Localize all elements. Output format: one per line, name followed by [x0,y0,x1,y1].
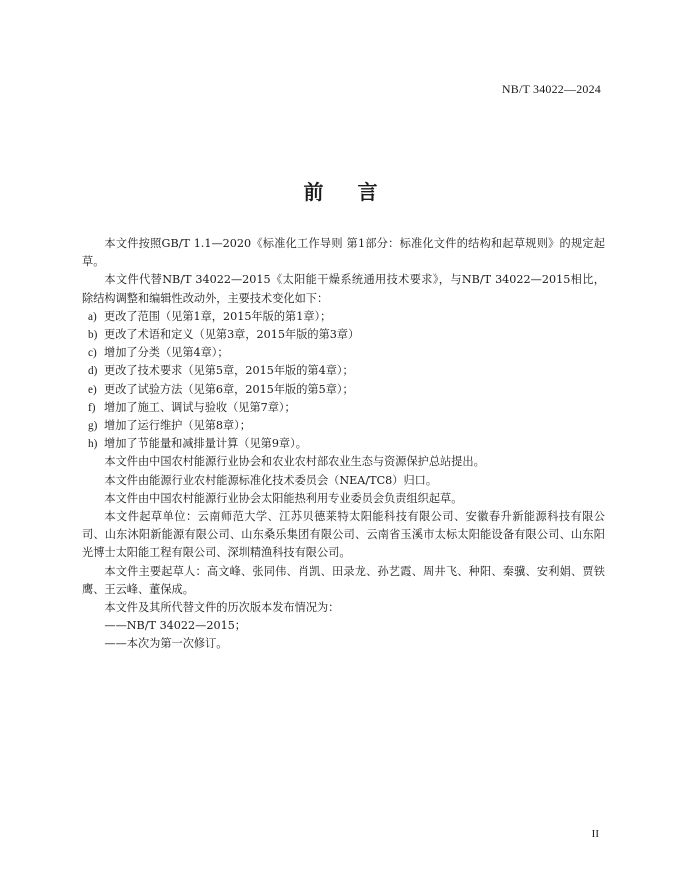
paragraph-organizer: 本文件由中国农村能源行业协会太阳能热利用专业委员会负责组织起草。 [104,491,463,505]
page-number: II [591,828,599,840]
change-item [82,381,605,399]
change-text: 更改了技术要求（见第5章，2015年版的第4章）； [104,364,354,378]
change-text: 更改了术语和定义（见第3章，2015年版的第3章） [104,328,360,342]
change-text: 更改了范围（见第1章，2015年版的第1章）； [104,309,332,323]
paragraph-drafting-rules: 本文件按照GB/T 1.1—2020《标准化工作导则 第1部分：标准化文件的结构和起草规则》的规定起草。 [82,237,605,269]
document-code: NB/T 34022—2024 [501,82,601,96]
change-item [82,308,605,326]
change-text: 增加了施工、调试与验收（见第7章）； [104,400,296,414]
title-char-1: 前 [303,180,324,204]
paragraph-drafters: 本文件主要起草人：高文峰、张同伟、肖凯、田录龙、孙艺霞、周井飞、种阳、秦骥、安利娟、贾铁鹰、王云峰、董保成。 [82,564,605,596]
page-title [0,176,681,205]
change-text: 增加了运行维护（见第8章）； [104,419,251,433]
change-text: 增加了节能量和减排量计算（见第9章）。 [104,437,307,451]
paragraph-committee: 本文件由能源行业农村能源标准化技术委员会（NEA/TC8）归口。 [104,473,438,487]
change-marker: f) [88,401,96,414]
change-text: 更改了试验方法（见第6章，2015年版的第5章）； [104,382,354,396]
change-marker: a) [88,310,97,323]
change-marker: e) [88,383,97,396]
paragraph-drafting-units: 本文件起草单位：云南师范大学、江苏贝德莱特太阳能科技有限公司、安徽春升新能源科技有限公司、山东沐阳新能源有限公司、山东桑乐集团有限公司、云南省玉溪市太标太阳能设备有限公司、山东阳光博士太阳能工程有限公司、深圳精渔科技有限公司。 [82,510,605,560]
change-marker: c) [88,347,97,360]
change-item [82,399,605,417]
change-item [82,344,605,362]
paragraph-replacement: 本文件代替NB/T 34022—2015《太阳能干燥系统通用技术要求》，与NB/T 34022—2015相比，除结构调整和编辑性改动外，主要技术变化如下： [82,273,605,305]
paragraph-history: 本文件及其所代替文件的历次版本发布情况为： [104,601,340,615]
change-marker: g) [88,420,98,433]
title-char-2: 言 [357,180,378,204]
change-item [82,362,605,380]
change-item [82,435,605,453]
change-item [82,417,605,435]
paragraph-proposer: 本文件由中国农村能源行业协会和农业农村部农业生态与资源保护总站提出。 [104,455,485,469]
history-item: ——本次为第一次修订。 [104,637,228,651]
change-text: 增加了分类（见第4章）； [104,346,229,360]
change-marker: h) [88,438,98,451]
change-item [82,326,605,344]
change-marker: b) [88,329,98,342]
foreword-body [82,235,605,654]
change-marker: d) [88,365,98,378]
history-item: ——NB/T 34022—2015； [104,619,246,633]
